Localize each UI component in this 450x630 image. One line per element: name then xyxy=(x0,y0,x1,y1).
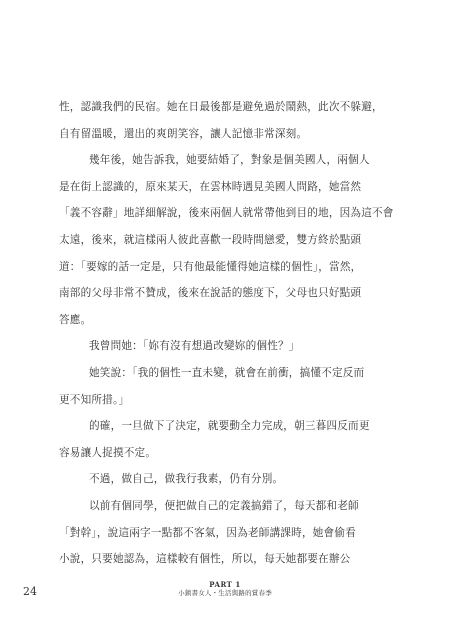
text-line: 道：「要嫁的話一定是，只有他最能懂得她這樣的個性」，當然， xyxy=(59,260,362,273)
text-line: 答應。 xyxy=(59,313,92,326)
running-footer xyxy=(0,580,450,598)
text-line: 的確，一旦做下了決定，就要動全力完成，朝三暮四反而更 xyxy=(89,420,370,433)
text-line: 幾年後，她告訴我，她要結婚了，對象是個美國人，兩個人 xyxy=(89,154,370,167)
text-line: 更不知所措。」 xyxy=(59,393,130,406)
text-line: 太遠，後來，就這樣兩人彼此喜歡一段時間戀愛，雙方終於點頭 xyxy=(59,233,362,246)
text-line: 南部的父母非常不贊成，後來在說話的態度下，父母也只好點頭 xyxy=(59,287,362,300)
page-number: 24 xyxy=(23,585,37,598)
text-line: 自有留溫暖，還出的爽朗笑容，讓人記憶非常深刻。 xyxy=(59,127,308,140)
text-line: 小說，只要她認為，這樣較有個性，所以，每天她都要在辦公 xyxy=(59,553,351,566)
body-text xyxy=(59,94,395,573)
part-label: PART 1 xyxy=(209,580,241,589)
text-line: 以前有個同學，便把做自己的定義搞錯了，每天都和老師 xyxy=(89,499,359,512)
text-line: 容易讓人捉摸不定。 xyxy=(59,446,157,459)
text-line: 不過，做自己，做我行我素，仍有分別。 xyxy=(89,473,284,486)
text-line: 「義不容辭」地詳細解說，後來兩個人就常帶他到目的地，因為這不會 xyxy=(59,207,394,220)
text-line: 「對幹」，說這兩字一點都不客氣，因為老師講課時，她會偷看 xyxy=(59,526,356,539)
page-footer xyxy=(0,578,450,608)
book-title: 小鎮書女人・生活與路的賞春季 xyxy=(178,589,272,597)
text-line: 她笑說：「我的個性一直未變，就會在前衝，搞懂不定反而 xyxy=(89,366,365,379)
text-line: 性，認識我們的民宿。她在日最後都是避免過於鬧熱，此次不躲避， xyxy=(59,101,383,113)
text-line: 我曾問她：「妳有沒有想過改變妳的個性？」 xyxy=(89,340,300,353)
text-line: 是在街上認識的，原來某天，在雲林時遇見美國人問路，她當然 xyxy=(59,180,362,193)
